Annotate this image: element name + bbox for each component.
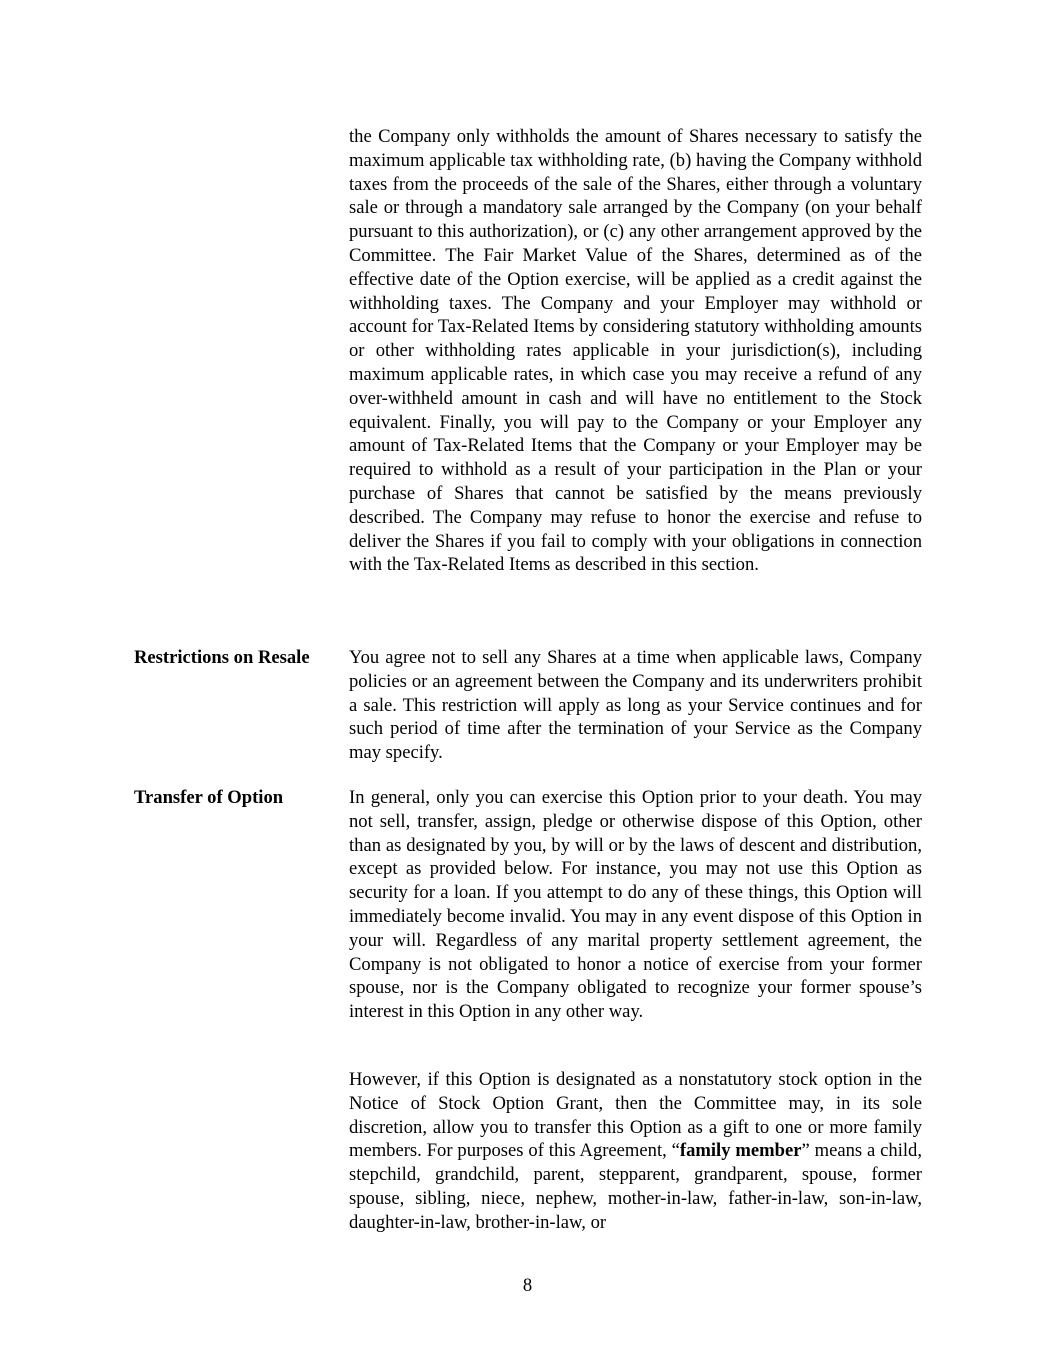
page-number: 8: [522, 1275, 533, 1296]
restrictions-on-resale-paragraph: You agree not to sell any Shares at a time when applicable laws, Company policies or an agreement between the Company and its underwriters prohibit a sale. This restriction will apply as long as your Service continues and for such period of time after the termination of your Service as the Company may specify.: [349, 647, 922, 764]
tax-withholding-continuation-paragraph: the Company only withholds the amount of Shares necessary to satisfy the maximum applicable tax withholding rate, (b) having the Company withhold taxes from the proceeds of the sale of the Shares, either through a voluntary sale or through a mandatory sale arranged by the Company (on your behalf pursuant to this authorization), or (c) any other arrangement approved by the Committee. The Fair Market Value of the Shares, determined as of the effective date of the Option exercise, will be applied as a credit against the withholding taxes. The Company and your Employer may withhold or account for Tax-Related Items by considering statutory withholding amounts or other withholding rates applicable in your jurisdiction(s), including maximum applicable rates, in which case you may receive a refund of any over-withheld amount in cash and will have no entitlement to the Stock equivalent. Finally, you will pay to the Company or your Employer any amount of Tax-Related Items that the Company or your Employer may be required to withhold as a result of your participation in the Plan or your purchase of Shares that cannot be satisfied by the means previously described. The Company may refuse to honor the exercise and refuse to deliver the Shares if you fail to comply with your obligations in connection with the Tax-Related Items as described in this section.: [349, 126, 922, 576]
transfer-of-option-paragraph-2: [349, 1068, 922, 1235]
transfer-of-option-paragraph-1: In general, only you can exercise this Option prior to your death. You may not sell, transfer, assign, pledge or otherwise dispose of this Option, other than as designated by you, by will or by the laws of descent and distribution, except as provided below. For instance, you may not use this Option as security for a loan. If you attempt to do any of these things, this Option will immediately become invalid. You may in any event dispose of this Option in your will. Regardless of any marital property settlement agreement, the Company is not obligated to honor a notice of exercise from your former spouse, nor is the Company obligated to recognize your former spouse’s interest in this Option in any other way.: [349, 787, 922, 1023]
family-member-defined-term: family member: [679, 1140, 802, 1162]
paragraph-2-text-after: ” means a child, stepchild, grandchild, parent, stepparent, grandparent, spouse, former spouse, sibling, niece, nephew, mother-in-law, father-in-law, son-in-law, daughter-in-law, brother-in-law, or: [349, 1140, 922, 1233]
restrictions-on-resale-heading: Restrictions on Resale: [134, 647, 310, 668]
transfer-of-option-heading: Transfer of Option: [134, 787, 284, 808]
paragraph-2-text-before: However, if this Option is designated as a nonstatutory stock option in the Notice of Stock Option Grant, then the Committee may, in its sole discretion, allow you to transfer this Option as a gift to one or more family members. For purposes of this Agreement, “: [349, 1069, 922, 1162]
